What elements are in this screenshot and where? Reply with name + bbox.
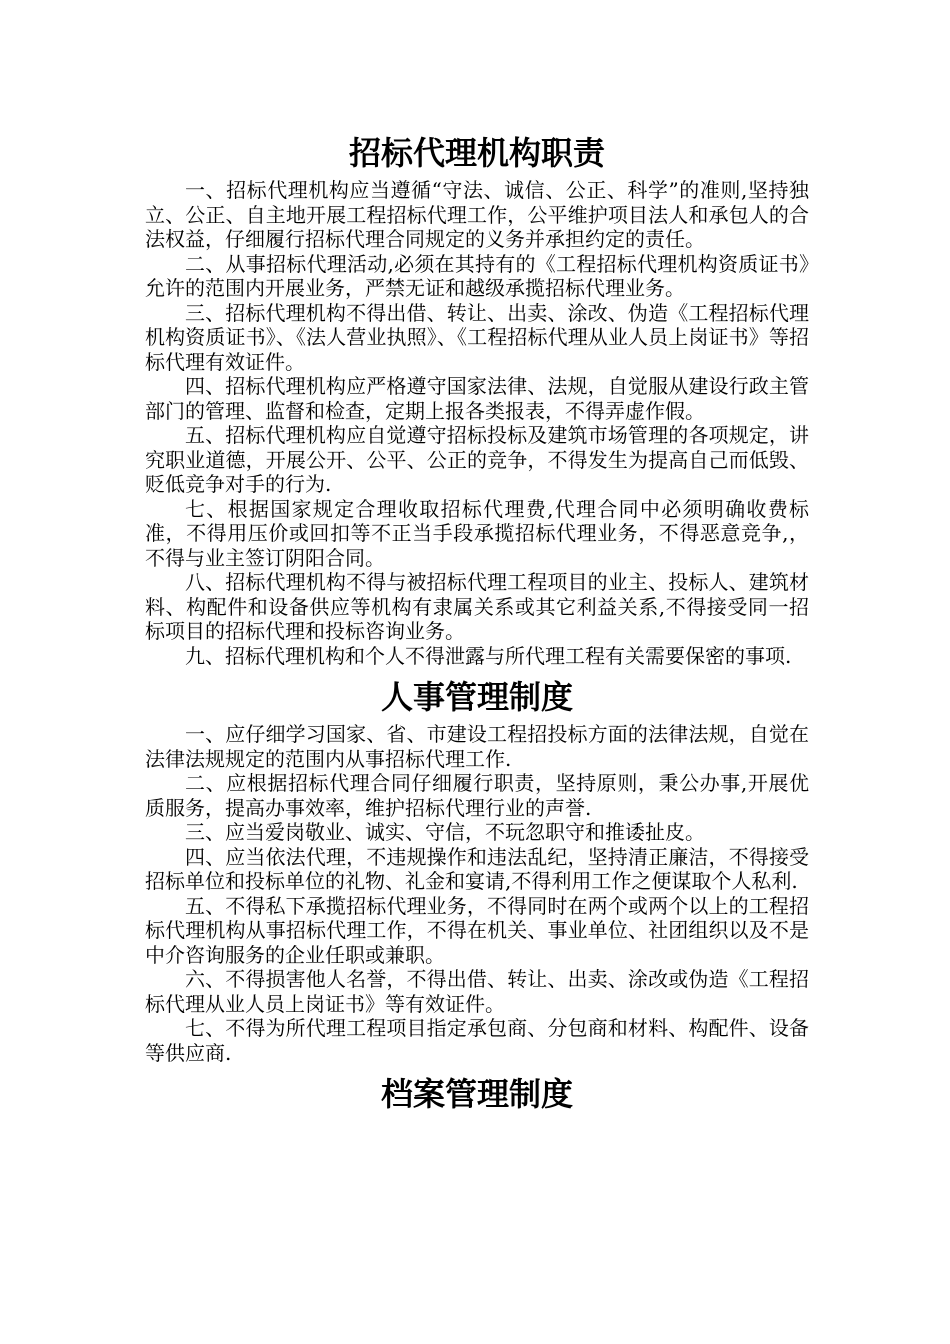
paragraph: 八、招标代理机构不得与被招标代理工程项目的业主、投标人、建筑材料、构配件和设备供应等机构有隶属关系或其它利益关系,不得接受同一招标项目的招标代理和投标咨询业务。 [145,570,809,643]
paragraph: 一、应仔细学习国家、省、市建设工程招投标方面的法律法规，自觉在法律法规规定的范围内从事招标代理工作. [145,722,809,771]
paragraph: 三、招标代理机构不得出借、转让、出卖、涂改、伪造《工程招标代理机构资质证书》、《法人营业执照》、《工程招标代理从业人员上岗证书》等招标代理有效证件。 [145,300,809,374]
section-archive-management [145,1069,809,1119]
paragraph: 七、根据国家规定合理收取招标代理费,代理合同中必须明确收费标准，不得用压价或回扣等不正当手段承揽招标代理业务，不得恶意竞争,，不得与业主签订阴阳合同。 [145,496,809,570]
paragraph: 四、应当依法代理，不违规操作和违法乱纪，坚持清正廉洁，不得接受招标单位和投标单位的礼物、礼金和宴请,不得利用工作之便谋取个人私利. [145,844,809,893]
paragraph: 二、应根据招标代理合同仔细履行职责，坚持原则，秉公办事,开展优质服务，提高办事效率，维护招标代理行业的声誉. [145,771,809,820]
paragraph: 七、不得为所代理工程项目指定承包商、分包商和材料、构配件、设备等供应商. [145,1016,809,1065]
section-title: 人事管理制度 [380,678,573,716]
document-page [145,128,809,1119]
section-title: 招标代理机构职责 [348,134,605,172]
paragraph: 五、不得私下承揽招标代理业务，不得同时在两个或两个以上的工程招标代理机构从事招标代理工作，不得在机关、事业单位、社团组织以及不是中介咨询服务的企业任职或兼职。 [145,893,809,967]
paragraph: 六、不得损害他人名誉，不得出借、转让、出卖、涂改或伪造《工程招标代理从业人员上岗证书》等有效证件。 [145,967,809,1016]
section-personnel-management [145,672,809,1065]
paragraph: 四、招标代理机构应严格遵守国家法律、法规，自觉服从建设行政主管部门的管理、监督和检查，定期上报各类报表，不得弄虚作假。 [145,374,809,423]
section-agency-duties [145,128,809,668]
paragraph: 九、招标代理机构和个人不得泄露与所代理工程有关需要保密的事项. [185,643,792,668]
paragraph: 一、招标代理机构应当遵循“守法、诚信、公正、科学”的准则,坚持独立、公正、自主地开展工程招标代理工作，公平维护项目法人和承包人的合法权益，仔细履行招标代理合同规定的义务并承担约定的责任。 [145,178,809,251]
section-title: 档案管理制度 [380,1075,573,1113]
paragraph: 二、从事招标代理活动,必须在其持有的《工程招标代理机构资质证书》允许的范围内开展业务，严禁无证和越级承揽招标代理业务。 [145,251,809,300]
paragraph: 五、招标代理机构应自觉遵守招标投标及建筑市场管理的各项规定，讲究职业道德，开展公开、公平、公正的竞争，不得发生为提高自己而低毁、贬低竞争对手的行为. [145,423,809,496]
paragraph: 三、应当爱岗敬业、诚实、守信，不玩忽职守和推诿扯皮。 [185,820,705,844]
